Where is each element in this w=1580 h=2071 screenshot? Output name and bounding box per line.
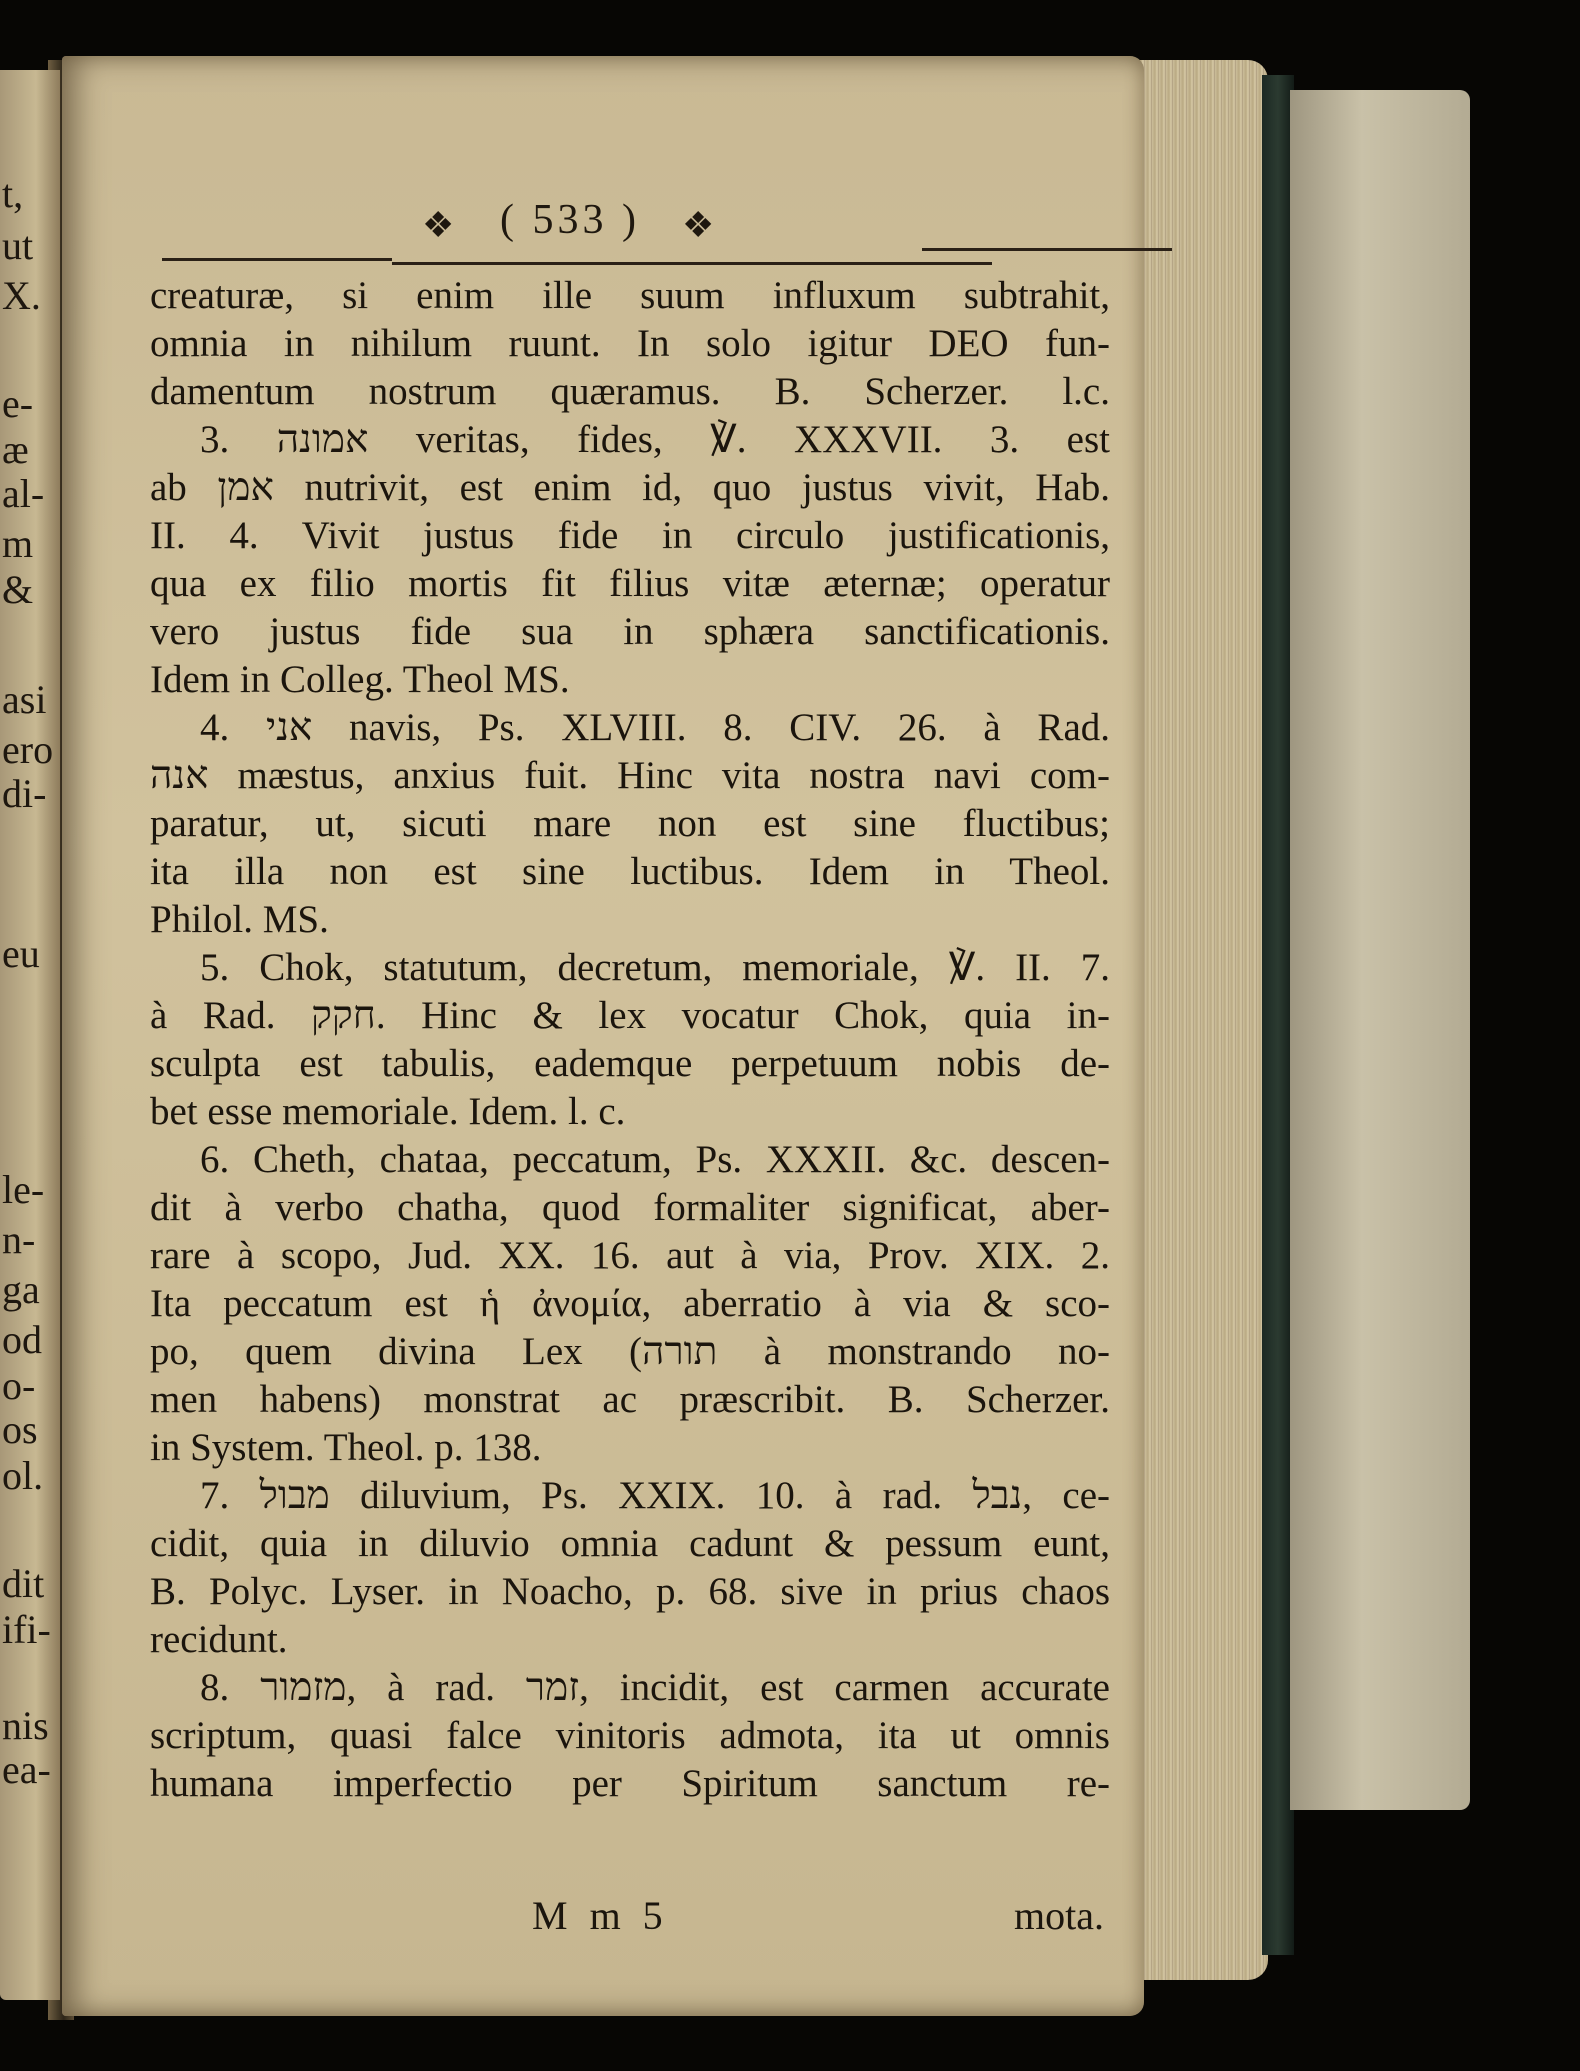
head-rule — [922, 248, 1172, 251]
left-page-fragment: n- — [2, 1217, 36, 1262]
left-page-fragment: ga — [2, 1267, 40, 1312]
left-page-edge — [0, 70, 60, 2000]
left-page-fragment: dit — [2, 1561, 45, 1606]
left-page-fragment: asi — [2, 677, 47, 722]
text-line: B. Polyc. Lyser. in Noacho, p. 68. sive in prius chaos — [150, 1570, 1110, 1613]
text-line: ita illa non est sine luctibus. Idem in Theol. — [150, 850, 1110, 893]
book-page — [62, 56, 1144, 2016]
text-line: damentum nostrum quæramus. B. Scherzer. l.c. — [150, 370, 1110, 413]
text-line: ab אמן nutrivit, est enim id, quo justus vivit, Hab. — [150, 466, 1111, 509]
left-page-fragment: di- — [2, 771, 47, 816]
text-line: creaturæ, si enim ille suum influxum subtrahit, — [150, 274, 1110, 317]
ornament-right-icon: ❖ — [682, 205, 715, 245]
text-line: rare à scopo, Jud. XX. 16. aut à via, Prov. XIX. 2. — [150, 1234, 1110, 1277]
head-rule — [162, 258, 392, 261]
text-line: men habens) monstrat ac præscribit. B. Scherzer. — [150, 1378, 1110, 1421]
text-line: dit à verbo chatha, quod formaliter significat, aber- — [150, 1186, 1110, 1229]
text-line: אנה mæstus, anxius fuit. Hinc vita nostra navi com- — [150, 754, 1110, 797]
left-page-fragment: ea- — [2, 1747, 51, 1792]
text-line: 6. Cheth, chataa, peccatum, Ps. XXXII. &c. descen- — [200, 1138, 1110, 1181]
text-line: bet esse memoriale. Idem. l. c. — [150, 1090, 626, 1133]
left-page-fragment: nis — [2, 1703, 49, 1748]
text-line: Idem in Colleg. Theol MS. — [150, 658, 570, 701]
left-page-fragment: æ — [2, 427, 29, 472]
text-line: Ita peccatum est ἡ ἀνομία, aberratio à via & sco- — [150, 1282, 1110, 1325]
text-line: 5. Chok, statutum, decretum, memoriale, ℣. II. 7. — [200, 946, 1110, 989]
left-page-fragment: le- — [2, 1167, 45, 1212]
text-line: Philol. MS. — [150, 898, 329, 941]
text-line: à Rad. חקק. Hinc & lex vocatur Chok, quia in- — [150, 994, 1110, 1037]
left-page-fragment: od — [2, 1317, 42, 1362]
left-page-fragment: ol. — [2, 1453, 44, 1498]
page-number: ( 533 ) — [500, 197, 640, 243]
text-line: 4. אני navis, Ps. XLVIII. 8. CIV. 26. à Rad. — [200, 706, 1111, 749]
text-line: po, quem divina Lex (תורה à monstrando no- — [150, 1330, 1111, 1373]
text-line: scriptum, quasi falce vinitoris admota, ita ut omnis — [150, 1714, 1110, 1757]
left-page-fragment: & — [2, 567, 34, 612]
left-page-fragment: e- — [2, 381, 34, 426]
text-line: cidit, quia in diluvio omnia cadunt & pessum eunt, — [150, 1522, 1110, 1565]
ornament-left-icon: ❖ — [422, 205, 455, 245]
running-head — [152, 196, 1082, 256]
text-line: omnia in nihilum ruunt. In solo igitur DEO fun- — [150, 322, 1110, 365]
left-page-fragment: eu — [2, 931, 40, 976]
left-page-fragment: ero — [2, 727, 54, 772]
catchword: mota. — [1014, 1893, 1104, 1938]
text-line: 7. מבול diluvium, Ps. XXIX. 10. à rad. נבל, ce- — [200, 1474, 1110, 1517]
text-line: recidunt. — [150, 1618, 288, 1661]
body-text — [150, 272, 1110, 1808]
left-page-fragment: t, — [2, 171, 24, 216]
left-page-fragment: X. — [2, 273, 41, 318]
text-line: sculpta est tabulis, eademque perpetuum nobis de- — [150, 1042, 1110, 1085]
vellum-binding — [1290, 90, 1470, 1810]
text-line: qua ex filio mortis fit filius vitæ æternæ; operatur — [150, 562, 1110, 605]
text-line: in System. Theol. p. 138. — [150, 1426, 542, 1469]
text-line: humana imperfectio per Spiritum sanctum re- — [150, 1762, 1110, 1805]
left-page-fragment: al- — [2, 471, 45, 516]
signature-mark: M m 5 — [532, 1893, 669, 1938]
text-line: II. 4. Vivit justus fide in circulo justificationis, — [150, 514, 1110, 557]
text-line: 3. אמונה veritas, fides, ℣. XXXVII. 3. est — [200, 418, 1110, 461]
head-rule — [392, 262, 992, 265]
text-line: vero justus fide sua in sphæra sanctificationis. — [150, 610, 1110, 653]
left-page-fragment: ut — [2, 223, 34, 268]
page-edges — [1138, 60, 1268, 1980]
left-page-fragment: m — [2, 521, 34, 566]
left-page-fragment: os — [2, 1407, 38, 1452]
left-page-fragment: o- — [2, 1363, 36, 1408]
text-line: paratur, ut, sicuti mare non est sine fluctibus; — [150, 802, 1110, 845]
text-line: 8. מזמור, à rad. זמר, incidit, est carmen accurate — [200, 1666, 1110, 1709]
left-page-fragment: ifi- — [2, 1607, 51, 1652]
